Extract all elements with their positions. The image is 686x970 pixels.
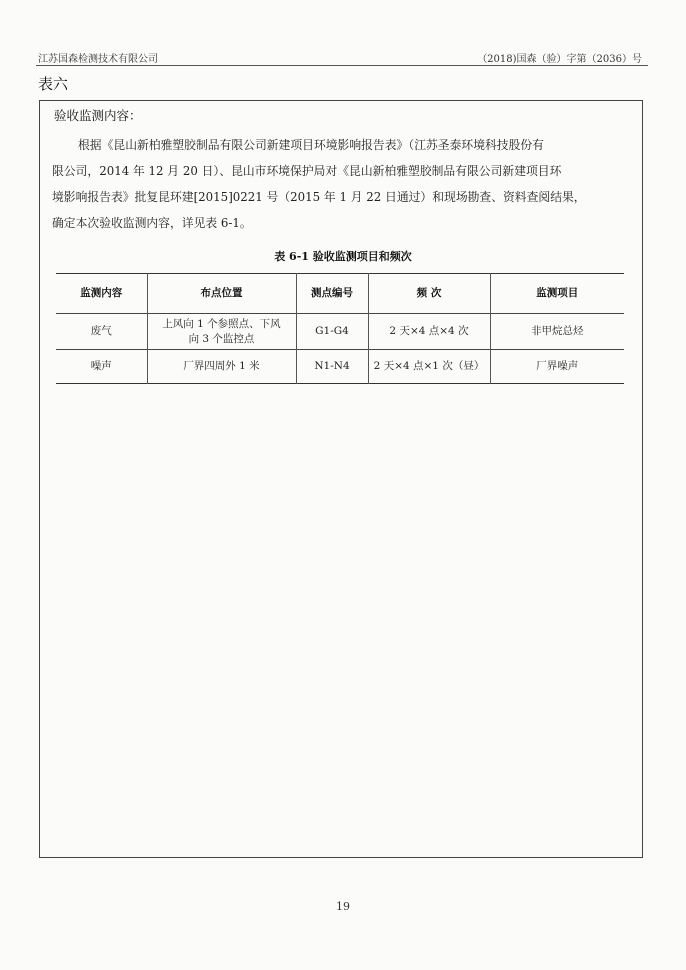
paragraph-line: 境影响报告表》批复昆环建[2015]0221 号（2015 年 1 月 22 日通过）和现场勘查、资料查阅结果，	[52, 190, 586, 204]
header-cell: 测点编号	[296, 274, 368, 314]
cell-frequency: 2 天×4 点×1 次（昼）	[368, 350, 490, 384]
header-cell: 监测项目	[490, 274, 624, 314]
document-number: （2018)国森（验）字第（2036）号	[477, 54, 642, 65]
body-paragraph	[52, 132, 640, 236]
header-cell: 布点位置	[147, 274, 296, 314]
cell-points: N1-N4	[296, 350, 368, 384]
section-label: 表六	[38, 75, 69, 93]
paragraph-line: 限公司，2014 年 12 月 20 日）、昆山市环境保护局对《昆山新柏雅塑胶制品有限公司新建项目环	[52, 164, 562, 178]
cell-content: 噪声	[90, 360, 112, 372]
cell-points: G1-G4	[296, 314, 368, 350]
cell-item: 厂界噪声	[490, 350, 624, 384]
company-name: 江苏国森检测技术有限公司	[38, 54, 158, 65]
cell-location	[147, 350, 296, 384]
header-rule	[36, 65, 648, 66]
location-line: 向 3 个监控点	[188, 332, 255, 345]
location-line: 厂界四周外 1 米	[183, 360, 260, 372]
monitoring-table	[56, 273, 624, 384]
location-line: 上风向 1 个参照点、下风	[162, 317, 281, 330]
cell-item: 非甲烷总烃	[490, 314, 624, 350]
paragraph-line: 确定本次验收监测内容，详见表 6-1。	[52, 216, 252, 230]
cell-content: 废气	[90, 325, 112, 337]
header-cell: 监测内容	[80, 287, 123, 299]
table-caption: 表 6-1 验收监测项目和频次	[274, 250, 412, 263]
table-row	[56, 314, 624, 350]
table-row	[56, 350, 624, 384]
table-header-row	[56, 274, 624, 314]
cell-frequency: 2 天×4 点×4 次	[368, 314, 490, 350]
header-cell: 频 次	[368, 274, 490, 314]
paragraph-line: 根据《昆山新柏雅塑胶制品有限公司新建项目环境影响报告表》（江苏圣泰环境科技股份有	[78, 138, 544, 152]
cell-location	[147, 314, 296, 350]
box-title: 验收监测内容：	[54, 108, 142, 123]
page-number: 19	[336, 900, 350, 913]
